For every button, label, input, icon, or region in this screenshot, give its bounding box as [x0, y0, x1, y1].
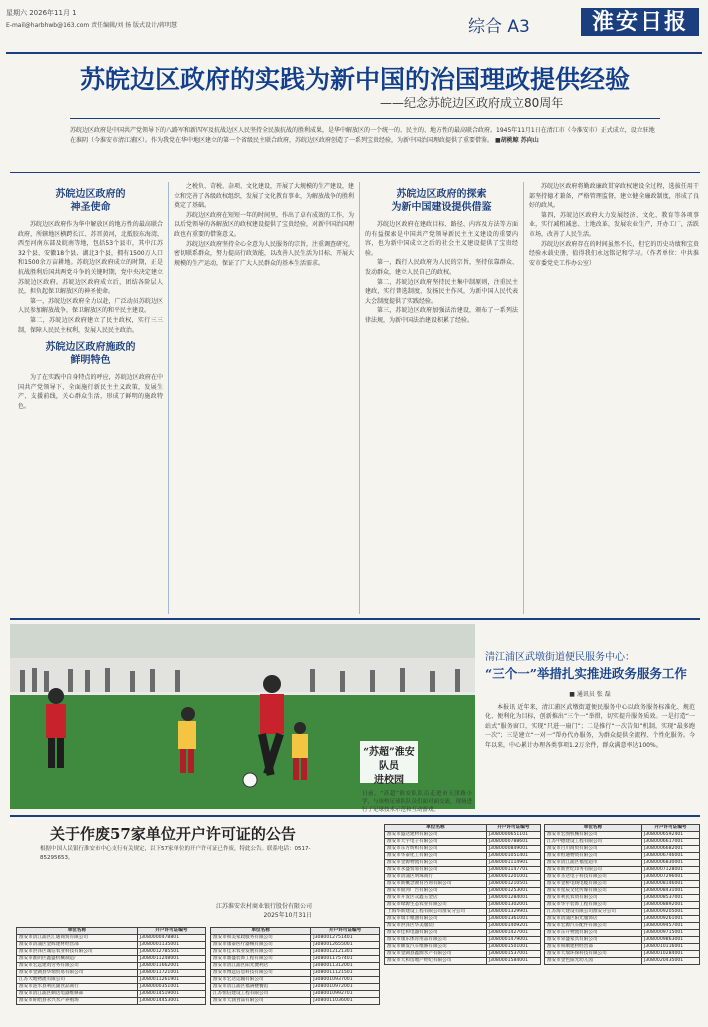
unit-name-cell: 江苏中德建设工程有限公司	[545, 839, 642, 846]
license-number-cell: J3080010992701	[311, 991, 380, 998]
page-header	[6, 4, 702, 54]
feature-lead	[70, 126, 660, 166]
paragraph: 苏皖边区政府在短短一年的时间里，作出了卓有成效的工作，为以后党领导的各解放区的政权建设提供了宝贵经验，对新中国治国理政也有重要的借鉴意义。	[174, 211, 354, 238]
unit-name-cell: 淮安市金湖县华瑞贸易有限公司	[17, 970, 138, 977]
paragraph: 第二，苏皖边区政府坚持民主集中制原则，注重民主建政，实行普选制度，发扬民主作风，为新中国人民代表大会制度提供了实践经验。	[365, 278, 518, 305]
unit-name-cell: 江苏恒信建设工程有限公司	[211, 991, 311, 998]
table-row	[545, 874, 700, 881]
unit-name-cell: 淮安市金湖县鑫源水产有限公司	[385, 951, 487, 958]
table-row	[211, 998, 380, 1005]
license-number-cell: J3080011036001	[311, 998, 380, 1005]
unit-name-cell: 淮安市博远信息科技有限公司	[211, 970, 311, 977]
license-number-cell: J3080006592401	[641, 832, 699, 839]
table-row	[545, 895, 700, 902]
license-number-cell: J3080001479001	[486, 937, 540, 944]
unit-name-cell: 淮安市金源物流有限公司	[385, 860, 487, 867]
table-row	[385, 958, 541, 965]
table-row	[17, 963, 206, 970]
table-row	[385, 839, 541, 846]
table-row	[17, 984, 206, 991]
license-number-cell: J3080000351001	[137, 984, 205, 991]
license-number-cell: J3080000849001	[486, 846, 540, 853]
unit-name-cell: 淮安市华宇装饰工程有限公司	[545, 902, 642, 909]
unit-name-cell: 淮安市瑞丰粮油有限公司	[385, 916, 487, 923]
notice-section	[10, 820, 700, 1020]
unit-name-cell: 上海华新建设工程有限公司淮安分公司	[385, 909, 487, 916]
subhead-exploration: 苏皖边区政府的探索 为新中国建设提供借鉴	[391, 189, 492, 213]
license-number-cell: J3080020435001	[641, 958, 699, 965]
table-row	[545, 951, 700, 958]
unit-name-cell: 淮安市星辰文化传媒有限公司	[545, 888, 642, 895]
paragraph: 苏皖边区政府将勤政廉政贯穿政权建设全过程，选拔任用干部坚持德才兼备，严格管理监督，建立健全廉政制度，形成了良好的政风。	[529, 183, 699, 210]
license-number-cell: J3080012785501	[137, 949, 205, 956]
unit-name-cell: 淮安市宏远建筑劳务有限公司	[17, 963, 138, 970]
unit-name-cell: 淮安市荣盛家具有限公司	[545, 937, 642, 944]
license-number-cell: J3080000788601	[486, 839, 540, 846]
license-number-cell: J3080001427001	[486, 930, 540, 937]
table-row	[545, 860, 700, 867]
section-rule	[10, 618, 700, 620]
column-header: 单位名称	[17, 928, 138, 935]
unit-name-cell: 淮安市鼎盛装饰工程有限公司	[211, 956, 311, 963]
table-row	[385, 916, 541, 923]
license-number-cell: J3080012751401	[311, 935, 380, 942]
license-number-cell: J3080001253001	[486, 888, 540, 895]
license-number-cell: J3080011721001	[137, 970, 205, 977]
table-row	[545, 902, 700, 909]
paragraph: 苏皖边区政府坚持全心全意为人民服务的宗旨，注重调查研究，密切联系群众，努力提高行政效能，以改善人民生活为目标，开展大规模的生产运动，保证了广大人民群众的基本生活需求。	[174, 240, 354, 267]
unit-name-cell: 淮安市洪泽区华美服装厂	[385, 923, 487, 930]
feature-column-2	[174, 182, 354, 614]
paragraph: 苏皖边区政府存在的时间虽然不长，但它的历史功绩和宝贵经验永载史册，值得我们永远铭记和学习。（作者单位：中共淮安市委党史工作办公室）	[529, 240, 699, 267]
license-number-cell: J3080009863001	[641, 937, 699, 944]
table-row	[545, 958, 700, 965]
photo-caption-box	[360, 741, 418, 786]
paragraph: 为了在实践中自身特点的呼应，苏皖边区政府在中国共产党领导下，全面施行新民主主义政策，发展生产、支援前线，关心群众生活，形成了鲜明的施政特色。	[18, 374, 163, 410]
unit-name-cell: 淮安市天和房地产经纪有限公司	[385, 958, 487, 965]
right-story-byline: ■ 通讯员 张 磊	[569, 691, 611, 698]
license-number-cell: J3080011757401	[311, 956, 380, 963]
unit-name-cell: 淮安市金桥电线电缆有限公司	[545, 881, 642, 888]
table-row	[211, 970, 380, 977]
right-story-header	[485, 651, 695, 683]
table-row	[385, 923, 541, 930]
license-number-cell: J3080008146001	[641, 881, 699, 888]
photo-description	[362, 790, 472, 812]
license-number-cell: J3080014453001	[137, 998, 205, 1005]
unit-name-cell: 淮安市天润食品有限公司	[211, 998, 311, 1005]
table-row	[545, 923, 700, 930]
license-number-cell: J3080001147701	[486, 867, 540, 874]
editor-line: E-mail@harbhwb@163.com 责任编辑/刘 扬 版式设计/蒋明慧	[6, 22, 178, 29]
unit-name-cell: 淮安市东方纺织有限公司	[385, 846, 487, 853]
lead-rule	[70, 118, 660, 119]
unit-name-cell: 淮安市盛达建材有限公司	[385, 832, 487, 839]
column-header: 开户许可证编号	[486, 825, 540, 832]
license-number-cell: J3080009457001	[641, 923, 699, 930]
section-rule	[10, 815, 700, 817]
license-number-cell: J3080000651101	[486, 832, 540, 839]
table-row	[385, 902, 541, 909]
unit-name-cell: 淮安市清江浦区福满楼餐馆	[211, 984, 311, 991]
table-row	[17, 977, 206, 984]
notice-title: 关于作废57家单位开户许可证的公告	[50, 825, 296, 843]
column-header: 开户许可证编号	[311, 928, 380, 935]
license-number-cell: J3080008431001	[641, 888, 699, 895]
paragraph: 苏皖边区政府在建政目标、路径、内容及方法等方面的有益探索是中国共产党领导新民主主义建设的重要内容，也为新中国成立之后的社会主义建设提供了宝贵经验。	[365, 221, 518, 257]
license-number-cell: J3080011261901	[137, 977, 205, 984]
table-row	[545, 881, 700, 888]
table-row	[211, 935, 380, 942]
table-row	[385, 881, 541, 888]
right-story-body	[485, 690, 695, 812]
unit-name-cell: 淮安市清浦区金辉建材经营部	[17, 942, 138, 949]
table-row	[385, 867, 541, 874]
license-number-cell: J3080010284001	[641, 951, 699, 958]
feature-column-4	[529, 182, 699, 614]
license-number-cell: J3080001210501	[486, 881, 540, 888]
unit-name-cell: 江苏海天建设有限公司淮安分公司	[545, 909, 642, 916]
unit-name-cell: 淮安市淮阴区鑫盛机械制造厂	[17, 956, 138, 963]
license-number-cell: J3080009205001	[641, 909, 699, 916]
table-row	[211, 991, 380, 998]
license-number-cell: J3080001584001	[486, 958, 540, 965]
license-number-cell: J3080011662001	[137, 963, 205, 970]
paragraph: 第四，苏皖边区政府大力发展经济、文化、教育等各项事业，实行减租减息、土地改革，发展农业生产，开办工厂，活跃市场，改善了人民生活。	[529, 211, 699, 238]
lead-text: 苏皖边区政府是中国共产党领导下的八路军和新四军及抗战边区人民坚持全民族抗战的胜利成果，是华中解放区的一个统一的、民主的、地方性的最高联合政府。1945年11月1日在清江市（今淮安市）正式成立，设立驻地在淮阴（今淮安市清江浦区）。作为我党在华中地区建立的第一个省级民主联合政府，苏皖边区政府创造了一系列宝贵经验，为新中国治国理政提供了重要借鉴。	[70, 127, 655, 144]
lead-bottom-rule	[10, 172, 700, 173]
paragraph: 第三，苏皖边区政府加强法治建设，颁布了一系列法律法规，为新中国法治建设积累了经验。	[365, 307, 518, 324]
table-row	[211, 949, 380, 956]
license-number-cell: J3080001361001	[486, 916, 540, 923]
column-header: 单位名称	[385, 825, 487, 832]
unit-name-cell: 淮安市和美家政服务有限公司	[211, 935, 311, 942]
unit-name-cell: 淮安市天瑞环保科技有限公司	[545, 951, 642, 958]
table-row	[385, 909, 541, 916]
table-row	[211, 984, 380, 991]
license-number-cell: J3080010937001	[311, 977, 380, 984]
column-header: 开户许可证编号	[641, 825, 699, 832]
paragraph: 苏皖边区政府作为华中解放区的地方性的最高联合政府，所辖地区横跨长江、苏晋黄河，北抵胶东海湾，西至河南东部及皖南等地，包括53个县市，其中江苏32个县、安徽18个县、湖北3个县，拥有1500万人口和1500余万亩耕地。苏皖边区政府成立的时期，正是抗战胜利后国共两党斗争的关键时期，党中央决定建立苏皖边区政府。苏皖边区政府成立后，团结各阶层人民，担负起保卫解放区的神圣使命。	[18, 221, 163, 296]
photo-caption-line-2: 进校园	[374, 775, 404, 786]
unit-name-cell: 淮安市新概念教育咨询有限公司	[385, 881, 487, 888]
table-row	[17, 998, 206, 1005]
unit-name-cell: 淮安市天宇电子有限公司	[385, 839, 487, 846]
column-divider	[359, 182, 360, 614]
section-label: 综合 A3	[468, 17, 530, 37]
unit-name-cell: 淮安市恒通物资有限公司	[545, 853, 642, 860]
feature-byline: ■胡桃鲸 苏向山	[494, 137, 539, 144]
column-header: 开户许可证编号	[137, 928, 205, 935]
unit-name-cell: 淮安市清浦区明珠商行	[385, 874, 487, 881]
notice-table-middle	[210, 927, 380, 1005]
table-row	[211, 956, 380, 963]
table-row	[545, 944, 700, 951]
license-number-cell: J3080001051401	[486, 853, 540, 860]
table-row	[545, 909, 700, 916]
unit-name-cell: 淮安市清江浦区福星超市	[545, 860, 642, 867]
license-number-cell: J3080006830001	[641, 860, 699, 867]
column-header: 单位名称	[545, 825, 642, 832]
table-row	[545, 832, 700, 839]
license-number-cell: J3080006617001	[641, 839, 699, 846]
unit-name-cell: 淮安市康乐体育用品有限公司	[385, 937, 487, 944]
license-number-cell: J3080011121501	[311, 970, 380, 977]
table-row	[385, 888, 541, 895]
table-row	[17, 991, 206, 998]
unit-name-cell: 淮安市绿源生态农业有限公司	[385, 902, 487, 909]
column-header: 单位名称	[211, 928, 311, 935]
unit-name-cell: 淮安市顺发汽车维修有限公司	[385, 944, 487, 951]
table-row	[17, 956, 206, 963]
license-number-cell: J3080006682001	[641, 846, 699, 853]
unit-name-cell: 淮安市东升物流有限公司	[545, 930, 642, 937]
unit-name-cell: 淮安市和顺建材经营部	[545, 944, 642, 951]
license-number-cell: J3080001537001	[486, 951, 540, 958]
license-number-cell: J3080001501001	[486, 944, 540, 951]
unit-name-cell: 淮安市佳禾农业发展有限公司	[211, 949, 311, 956]
license-number-cell: J3080001302001	[486, 902, 540, 909]
table-row	[211, 942, 380, 949]
unit-name-cell: 淮安市圣达电子科技有限公司	[545, 874, 642, 881]
unit-name-cell: 淮安市清江浦区阳光便利店	[211, 963, 311, 970]
table-row	[385, 930, 541, 937]
unit-name-cell: 淮安市华泰化工有限公司	[385, 853, 487, 860]
photo-caption-line-1: “苏超”淮安队员	[363, 747, 415, 772]
table-row	[385, 860, 541, 867]
license-number-cell: J3080001135001	[137, 942, 205, 949]
subhead-mission: 苏皖边区政府的 神圣使命	[55, 189, 126, 213]
unit-name-cell: 淮安市洪泽区诚信农业科技有限公司	[17, 949, 138, 956]
column-divider	[168, 182, 169, 614]
table-row	[385, 937, 541, 944]
license-number-cell: J3080010116001	[641, 944, 699, 951]
table-row	[211, 963, 380, 970]
unit-name-cell: 淮安市涟水县利民副食品商行	[17, 984, 138, 991]
unit-name-cell: 淮安市永盛贸易有限公司	[385, 867, 487, 874]
unit-name-cell: 淮安市宏源汽车配件有限公司	[545, 923, 642, 930]
table-row	[17, 949, 206, 956]
license-number-cell: J3080000478801	[137, 935, 205, 942]
license-number-cell: J3080011312001	[311, 963, 380, 970]
unit-name-cell: 淮安市百川商贸有限公司	[545, 846, 642, 853]
license-number-cell: J3080012655001	[311, 942, 380, 949]
table-row	[385, 853, 541, 860]
unit-name-cell: 淮安市宏图机械有限公司	[545, 832, 642, 839]
paragraph: 之税负、苛税、杂项、文化建设，开展了大规模的生产建设，建立和完善了各级政权组织，发展了文化教育事业，为解放战争的胜利奠定了基础。	[174, 183, 354, 210]
table-row	[385, 944, 541, 951]
table-row	[385, 832, 541, 839]
paragraph: 第二，苏皖边区政府建立了民主政权，实行三三制，保障人民民主权利，发展人民民主政治。	[18, 316, 163, 334]
license-number-cell: J3080014519001	[137, 991, 205, 998]
notice-table-right-a	[384, 824, 541, 965]
table-row	[385, 895, 541, 902]
notice-issuer: 江苏淮安农村商业银行股份有限公司 2025年10月31日	[216, 903, 313, 919]
unit-name-cell: 淮安市盱眙县永兴水产养殖场	[17, 998, 138, 1005]
feature-headline: 苏皖边区政府的实践为新中国的治国理政提供经验	[79, 65, 630, 94]
unit-name-cell: 淮安市利民农资有限公司	[545, 895, 642, 902]
paragraph: 本报讯 近年来，清江浦区武墩街道便民服务中心以政务服务标准化、规范化、便利化为目标，创新推出“三个一”举措，切实提升服务质效。一是打造“一站式”服务窗口，实现“只进一扇门”；二是推行“一次告知”机制，实现“最多跑一次”；三是建立“一对一”帮办代办服务，为群众提供全流程、个性化服务。今年以来，中心累计办理各类事项1.2万余件，群众满意率达100%。	[485, 703, 695, 749]
table-row	[17, 935, 206, 942]
notice-table-right-b	[544, 824, 700, 965]
notice-table-left	[16, 927, 206, 1005]
unit-name-cell: 淮安市银河广告有限公司	[385, 888, 487, 895]
license-number-cell: J3080006746001	[641, 853, 699, 860]
paragraph: 第一，苏皖边区政府全力以赴，广泛动员苏皖边区人民参加解放战争，保卫解放区的和平民主建设。	[18, 297, 163, 315]
date-line: 星期六 2026年11月 1	[6, 9, 77, 17]
unit-name-cell: 淮安市清浦区阳光服饰店	[545, 916, 642, 923]
table-row	[545, 867, 700, 874]
license-number-cell: J3080009715001	[641, 930, 699, 937]
table-row	[545, 846, 700, 853]
table-row	[17, 970, 206, 977]
license-number-cell: J3080001409201	[486, 923, 540, 930]
license-number-cell: J3080001114901	[486, 860, 540, 867]
table-row	[211, 977, 380, 984]
unit-name-cell: 淮安市清江浦区顺达电器维修部	[17, 991, 138, 998]
unit-name-cell: 淮安市新世纪印务有限公司	[545, 867, 642, 874]
table-row	[17, 942, 206, 949]
paragraph: 第一，践行人民政府为人民的宗旨，坚持依靠群众、发动群众，建立人民自己的政权。	[365, 259, 518, 276]
license-number-cell: J3080001329901	[486, 909, 540, 916]
unit-name-cell: 淮安市开发区众鑫五金店	[385, 895, 487, 902]
unit-name-cell: 淮安市金色阳光幼儿园	[545, 958, 642, 965]
table-row	[545, 930, 700, 937]
feature-column-3	[365, 182, 518, 614]
feature-column-1	[18, 182, 163, 614]
feature-subtitle: ——纪念苏皖边区政府成立80周年	[380, 96, 564, 110]
table-row	[545, 839, 700, 846]
table-row	[385, 951, 541, 958]
table-row	[385, 874, 541, 881]
license-number-cell: J3080001201001	[486, 874, 540, 881]
license-number-cell: J3080009261001	[641, 916, 699, 923]
license-number-cell: J3080007128001	[641, 867, 699, 874]
table-row	[545, 937, 700, 944]
unit-name-cell: 淮安市清江浦区汇通商贸有限公司	[17, 935, 138, 942]
license-number-cell: J3080011248001	[137, 956, 205, 963]
right-story-headline: “三个一”举措扎实推进政务服务工作	[485, 666, 687, 681]
license-number-cell: J3080012121301	[311, 949, 380, 956]
column-divider	[523, 182, 524, 614]
unit-name-cell: 淮安市宏达运输有限公司	[211, 977, 311, 984]
table-row	[545, 888, 700, 895]
unit-name-cell: 江苏大地物流有限公司	[17, 977, 138, 984]
table-row	[545, 853, 700, 860]
license-number-cell: J3080008537001	[641, 895, 699, 902]
notice-body: 根据中国人民银行淮安市中心支行有关规定，以下57家单位的开户许可证已作废，特此公告。联系电话：0517-85295653。	[40, 846, 311, 861]
license-number-cell: J3080010972001	[311, 984, 380, 991]
license-number-cell: J3080008892001	[641, 902, 699, 909]
table-row	[385, 846, 541, 853]
subhead-features: 苏皖边区政府施政的 鲜明特色	[45, 342, 136, 367]
license-number-cell: J3080007296001	[641, 874, 699, 881]
unit-name-cell: 淮安市佳和电器有限公司	[385, 930, 487, 937]
table-row	[545, 916, 700, 923]
photo-description-text: 日前，“苏超”淮安队队员走进市天津路小学，与该校足球队队员们面对面交流，现场进行了足球技术示范和互动游戏。	[362, 791, 472, 812]
right-story-kicker: 清江浦区武墩街道便民服务中心：	[485, 652, 635, 663]
unit-name-cell: 淮安市康泰医疗器械有限公司	[211, 942, 311, 949]
license-number-cell: J3080001284001	[486, 895, 540, 902]
masthead-logo: 淮安日报	[581, 8, 699, 36]
